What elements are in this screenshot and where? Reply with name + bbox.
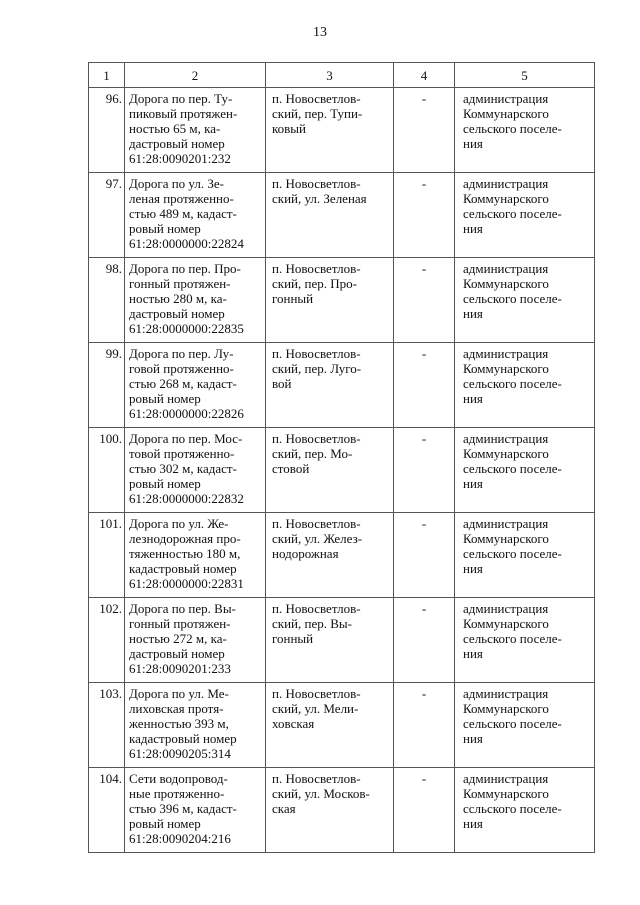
column-header: 3 [266, 63, 394, 88]
row-number: 101. [89, 513, 125, 598]
row-number: 100. [89, 428, 125, 513]
object-description-line: тяженностью 180 м, [129, 546, 241, 561]
object-description [125, 768, 266, 853]
object-description-line: Дорога по ул. Зе- [129, 176, 224, 191]
object-description [125, 343, 266, 428]
header-row [89, 63, 595, 88]
owner-name-line: Коммунарского [463, 531, 549, 546]
object-description-line: ровый номер [129, 476, 201, 491]
object-description-line: ные протяженно- [129, 786, 225, 801]
object-description-line: дастровый номер [129, 646, 225, 661]
object-address-line: п. Новосветлов- [272, 176, 361, 191]
object-description [125, 683, 266, 768]
object-description [125, 258, 266, 343]
table-row [89, 683, 595, 768]
object-address-line: ская [272, 801, 296, 816]
object-address-line: ский, пер. Луго- [272, 361, 362, 376]
object-description-line: дастровый номер [129, 306, 225, 321]
object-description-line: 61:28:0090204:216 [129, 831, 231, 846]
object-address-line: п. Новосветлов- [272, 261, 361, 276]
object-address-line: ховская [272, 716, 315, 731]
owner-name [455, 768, 595, 853]
object-description-line: Дорога по пер. Мос- [129, 431, 243, 446]
owner-name-line: администрация [463, 431, 549, 446]
object-address-line: ский, пер. Про- [272, 276, 357, 291]
object-description-line: Дорога по ул. Ме- [129, 686, 229, 701]
object-description-line: стью 302 м, кадаст- [129, 461, 237, 476]
object-description-line: 61:28:0000000:22832 [129, 491, 244, 506]
object-address-line: ский, ул. Желез- [272, 531, 363, 546]
object-description-line: 61:28:0090201:232 [129, 151, 231, 166]
column-4-value: - [394, 258, 455, 343]
owner-name-line: ния [463, 731, 483, 746]
table-row [89, 258, 595, 343]
owner-name-line: администрация [463, 261, 549, 276]
owner-name-line: ния [463, 306, 483, 321]
owner-name-line: сельского поселе- [463, 631, 562, 646]
owner-name-line: администрация [463, 771, 549, 786]
object-address-line: ский, пер. Вы- [272, 616, 352, 631]
object-description-line: ровый номер [129, 391, 201, 406]
owner-name-line: сельского поселе- [463, 716, 562, 731]
object-address [266, 88, 394, 173]
object-description-line: кадастровый номер [129, 561, 237, 576]
object-description-line: 61:28:0000000:22831 [129, 576, 244, 591]
owner-name-line: ния [463, 391, 483, 406]
column-4-value: - [394, 513, 455, 598]
table-row [89, 343, 595, 428]
column-4-value: - [394, 428, 455, 513]
row-number: 97. [89, 173, 125, 258]
object-address [266, 343, 394, 428]
object-address-line: гонный [272, 631, 314, 646]
owner-name-line: ния [463, 816, 483, 831]
column-4-value: - [394, 683, 455, 768]
object-address [266, 768, 394, 853]
owner-name-line: сельского поселе- [463, 121, 562, 136]
row-number: 98. [89, 258, 125, 343]
owner-name-line: Коммунарского [463, 276, 549, 291]
object-address [266, 513, 394, 598]
column-header: 4 [394, 63, 455, 88]
owner-name [455, 88, 595, 173]
table-row [89, 428, 595, 513]
object-address [266, 683, 394, 768]
owner-name-line: ния [463, 221, 483, 236]
object-description [125, 513, 266, 598]
owner-name-line: сельского поселе- [463, 206, 562, 221]
object-description-line: пиковый протяжен- [129, 106, 238, 121]
object-description-line: ностью 280 м, ка- [129, 291, 227, 306]
object-description-line: 61:28:0000000:22824 [129, 236, 244, 251]
table-row [89, 88, 595, 173]
object-description-line: женностью 393 м, [129, 716, 229, 731]
owner-name-line: Коммунарского [463, 106, 549, 121]
column-4-value: - [394, 343, 455, 428]
object-description-line: 61:28:0000000:22835 [129, 321, 244, 336]
owner-name-line: ния [463, 646, 483, 661]
object-description-line: Дорога по пер. Вы- [129, 601, 236, 616]
object-description-line: ностью 272 м, ка- [129, 631, 227, 646]
object-description-line: Дорога по пер. Про- [129, 261, 241, 276]
object-address-line: ский, ул. Мели- [272, 701, 359, 716]
property-table [88, 62, 595, 853]
row-number: 99. [89, 343, 125, 428]
object-description-line: товой протяженно- [129, 446, 235, 461]
object-description-line: лезнодорожная про- [129, 531, 241, 546]
object-address-line: гонный [272, 291, 314, 306]
owner-name [455, 428, 595, 513]
column-4-value: - [394, 88, 455, 173]
column-header: 1 [89, 63, 125, 88]
object-address-line: нодорожная [272, 546, 339, 561]
owner-name-line: администрация [463, 91, 549, 106]
owner-name [455, 173, 595, 258]
object-description-line: 61:28:0090205:314 [129, 746, 231, 761]
object-address-line: п. Новосветлов- [272, 771, 361, 786]
object-address-line: стовой [272, 461, 310, 476]
owner-name-line: администрация [463, 176, 549, 191]
owner-name-line: Коммунарского [463, 701, 549, 716]
owner-name-line: администрация [463, 686, 549, 701]
object-description [125, 428, 266, 513]
object-description [125, 88, 266, 173]
object-description-line: лиховская протя- [129, 701, 224, 716]
object-description-line: Дорога по пер. Лу- [129, 346, 234, 361]
object-description-line: дастровый номер [129, 136, 225, 151]
object-address-line: п. Новосветлов- [272, 516, 361, 531]
row-number: 103. [89, 683, 125, 768]
page-number: 13 [313, 25, 327, 40]
owner-name-line: Коммунарского [463, 616, 549, 631]
object-description-line: кадастровый номер [129, 731, 237, 746]
column-4-value: - [394, 173, 455, 258]
object-address [266, 428, 394, 513]
owner-name-line: Коммунарского [463, 361, 549, 376]
object-description-line: стью 396 м, кадаст- [129, 801, 237, 816]
owner-name-line: ния [463, 136, 483, 151]
object-description-line: Сети водопровод- [129, 771, 228, 786]
object-description-line: ровый номер [129, 221, 201, 236]
object-description-line: Дорога по пер. Ту- [129, 91, 233, 106]
owner-name-line: сельского поселе- [463, 461, 562, 476]
object-address-line: ский, пер. Мо- [272, 446, 353, 461]
owner-name-line: ния [463, 476, 483, 491]
table-row [89, 768, 595, 853]
object-description-line: говой протяженно- [129, 361, 234, 376]
table-row [89, 513, 595, 598]
object-address-line: п. Новосветлов- [272, 91, 361, 106]
owner-name-line: ния [463, 561, 483, 576]
object-address-line: ковый [272, 121, 306, 136]
object-address-line: ский, ул. Москов- [272, 786, 370, 801]
object-address-line: вой [272, 376, 292, 391]
object-description-line: Дорога по ул. Же- [129, 516, 229, 531]
object-address-line: п. Новосветлов- [272, 686, 361, 701]
owner-name [455, 598, 595, 683]
column-4-value: - [394, 598, 455, 683]
object-address-line: п. Новосветлов- [272, 601, 361, 616]
owner-name [455, 258, 595, 343]
object-description-line: гонный протяжен- [129, 276, 231, 291]
object-description-line: 61:28:0090201:233 [129, 661, 231, 676]
object-address [266, 598, 394, 683]
object-description-line: 61:28:0000000:22826 [129, 406, 244, 421]
object-description-line: гонный протяжен- [129, 616, 231, 631]
table-row [89, 173, 595, 258]
object-description [125, 173, 266, 258]
object-address-line: ский, ул. Зеленая [272, 191, 367, 206]
object-description-line: стью 489 м, кадаст- [129, 206, 237, 221]
object-address [266, 258, 394, 343]
row-number: 102. [89, 598, 125, 683]
column-header: 5 [455, 63, 595, 88]
owner-name-line: Коммунарского [463, 786, 549, 801]
row-number: 104. [89, 768, 125, 853]
owner-name-line: сельского поселе- [463, 546, 562, 561]
table-row [89, 598, 595, 683]
owner-name [455, 343, 595, 428]
object-description-line: леная протяженно- [129, 191, 234, 206]
owner-name-line: Коммунарского [463, 446, 549, 461]
object-address-line: п. Новосветлов- [272, 346, 361, 361]
object-description-line: ровый номер [129, 816, 201, 831]
owner-name [455, 683, 595, 768]
owner-name [455, 513, 595, 598]
object-address [266, 173, 394, 258]
owner-name-line: Коммунарского [463, 191, 549, 206]
owner-name-line: администрация [463, 516, 549, 531]
owner-name-line: сельского поселе- [463, 291, 562, 306]
object-description-line: ностью 65 м, ка- [129, 121, 221, 136]
owner-name-line: администрация [463, 601, 549, 616]
object-address-line: ский, пер. Тупи- [272, 106, 363, 121]
owner-name-line: администрация [463, 346, 549, 361]
row-number: 96. [89, 88, 125, 173]
owner-name-line: сельского поселе- [463, 376, 562, 391]
owner-name-line: ссльского поселе- [463, 801, 562, 816]
object-address-line: п. Новосветлов- [272, 431, 361, 446]
column-4-value: - [394, 768, 455, 853]
object-description [125, 598, 266, 683]
column-header: 2 [125, 63, 266, 88]
object-description-line: стью 268 м, кадаст- [129, 376, 237, 391]
